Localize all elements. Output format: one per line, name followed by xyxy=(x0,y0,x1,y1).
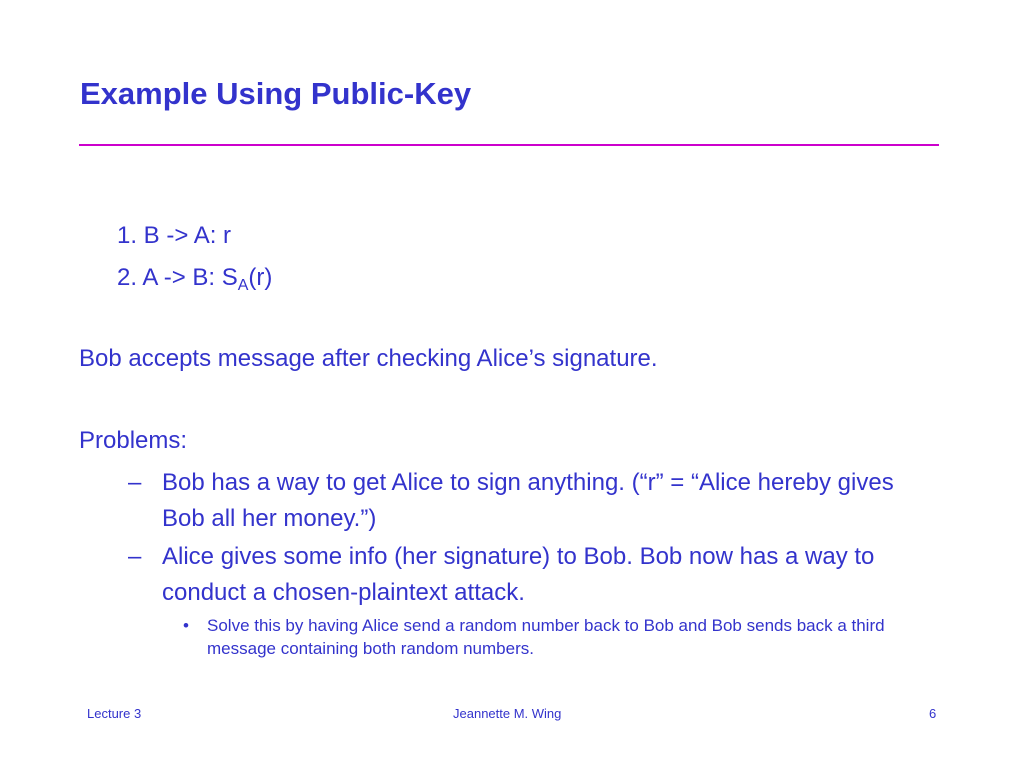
sub-bullet-text: Solve this by having Alice send a random number back to Bob and Bob sends back a third message containing both random numbers. xyxy=(207,616,885,658)
sub-bullet-item xyxy=(183,614,903,660)
dash-marker: – xyxy=(128,543,142,570)
protocol-step-1: 1. B -> A: r xyxy=(117,222,232,249)
problem-text-1: Bob has a way to get Alice to sign anything. (“r” = “Alice hereby gives Bob all her money.”) xyxy=(162,469,894,532)
footer-lecture: Lecture 3 xyxy=(87,706,142,721)
statement-text: Bob accepts message after checking Alice’s signature. xyxy=(79,345,658,372)
title-divider xyxy=(79,144,939,146)
slide-title: Example Using Public-Key xyxy=(80,76,472,111)
protocol-step-2 xyxy=(117,264,272,292)
problem-item-1 xyxy=(128,465,928,537)
problem-item-2 xyxy=(128,539,928,611)
problems-heading: Problems: xyxy=(79,427,188,454)
protocol-step-2-suffix: (r) xyxy=(248,264,273,291)
problem-text-2: Alice gives some info (her signature) to Bob. Bob now has a way to conduct a chosen-plaintext attack. xyxy=(162,543,875,606)
protocol-step-2-prefix: 2. A -> B: S xyxy=(117,264,238,291)
bullet-marker: • xyxy=(183,616,189,635)
dash-marker: – xyxy=(128,469,142,496)
footer-page-number: 6 xyxy=(929,706,937,721)
protocol-step-2-subscript: A xyxy=(237,277,249,294)
footer-author: Jeannette M. Wing xyxy=(453,706,562,721)
